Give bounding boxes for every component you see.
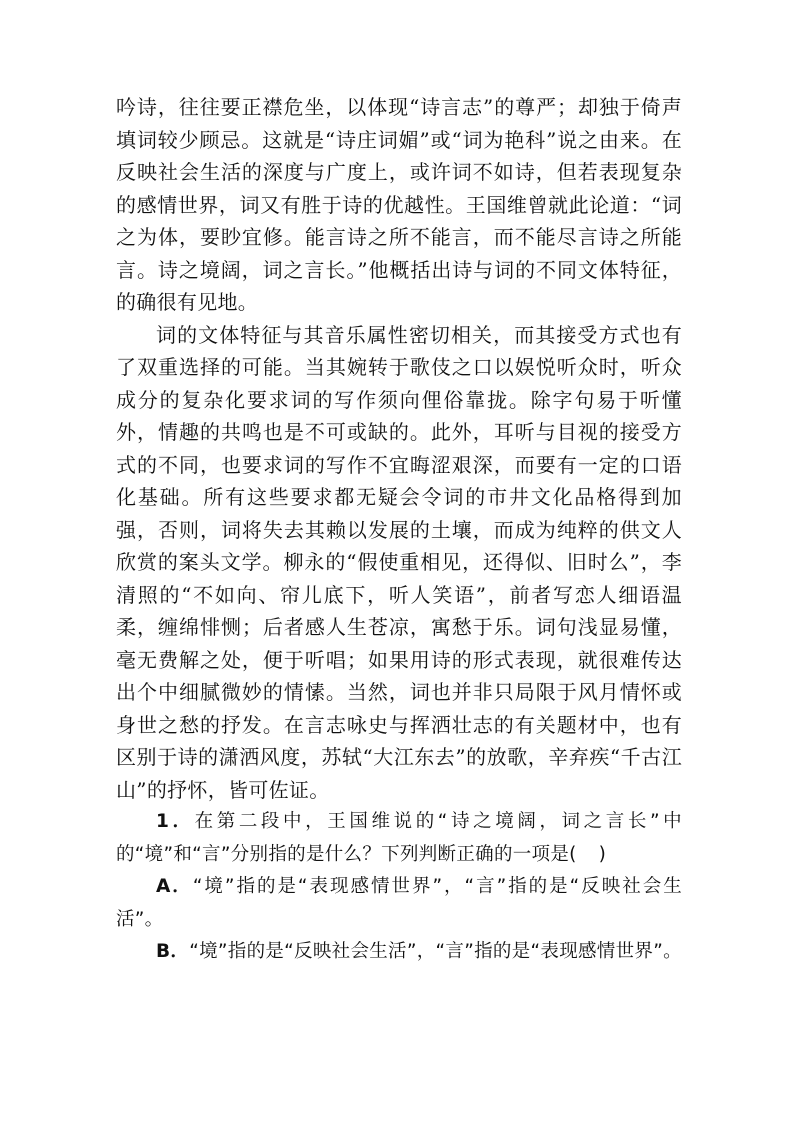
question-number: 1．	[156, 811, 195, 832]
question-stem	[116, 806, 682, 871]
option-a-label: A．	[156, 876, 193, 897]
paragraph-main: 词的文体特征与其音乐属性密切相关，而其接受方式也有了双重选择的可能。当其婉转于歌伎之口以娱悦听众时，听众成分的复杂化要求词的写作须向俚俗靠拢。除字句易于听懂外，情趣的共鸣也是不可或缺的。此外，耳听与目视的接受方式的不同，也要求词的写作不宜晦涩艰深，而要有一定的口语化基础。所有这些要求都无疑会令词的市井文化品格得到加强，否则，词将失去其赖以发展的土壤，而成为纯粹的供文人欣赏的案头文学。柳永的“假使重相见，还得似、旧时么”，李清照的“不如向、帘儿底下，听人笑语”，前者写恋人细语温柔，缠绵悱恻；后者感人生苍凉，寓愁于乐。词句浅显易懂，毫无费解之处，便于听唱；如果用诗的形式表现，就很难传达出个中细腻微妙的情愫。当然，词也并非只局限于风月情怀或身世之愁的抒发。在言志咏史与挥洒壮志的有关题材中，也有区别于诗的潇洒风度，苏轼“大江东去”的放歌，辛弃疾“千古江山”的抒怀，皆可佐证。	[116, 322, 682, 802]
option-b-label: B．	[156, 941, 190, 962]
question-text: 在第二段中，王国维说的“诗之境阔，词之言长”中的“境”和“言”分别指的是什么？下列判断正确的一项是(	[116, 811, 682, 865]
paragraph-continued: 吟诗，往往要正襟危坐，以体现“诗言志”的尊严；却独于倚声填词较少顾忌。这就是“诗庄词媚”或“词为艳科”说之由来。在反映社会生活的深度与广度上，或许词不如诗，但若表现复杂的感情世界，词又有胜于诗的优越性。王国维曾就此论道：“词之为体，要眇宜修。能言诗之所不能言，而不能尽言诗之所能言。诗之境阔，词之言长。”他概括出诗与词的不同文体特征，的确很有见地。	[116, 95, 682, 314]
question-close-paren: )	[598, 843, 607, 865]
option-a-text: “境”指的是“表现感情世界”，“言”指的是“反映社会生活”。	[116, 876, 682, 930]
document-body	[116, 91, 682, 969]
option-b	[116, 936, 682, 969]
option-a	[116, 871, 682, 936]
option-b-text: “境”指的是“反映社会生活”，“言”指的是“表现感情世界”。	[189, 941, 682, 962]
